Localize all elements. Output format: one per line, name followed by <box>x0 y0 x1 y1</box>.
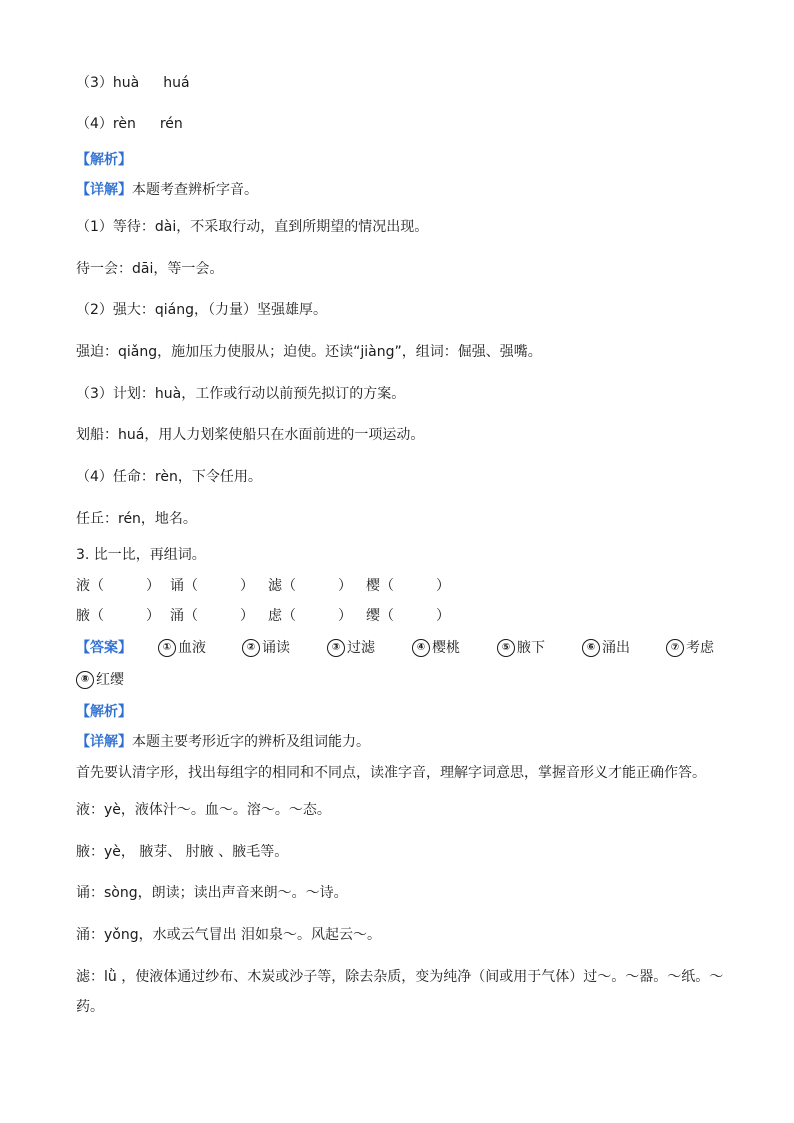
answer-item <box>412 638 460 658</box>
analysis-tag: 【解析】 <box>76 704 132 720</box>
answer-number: ⑤ <box>497 639 515 657</box>
answer-item <box>158 638 206 658</box>
answer-text: 血液 <box>178 640 206 656</box>
question-3-title: 3. 比一比，再组词。 <box>76 547 206 563</box>
detail-line: 待一会：dāi，等一会。 <box>76 261 224 277</box>
detail-intro <box>76 732 370 752</box>
answer-number: ③ <box>327 639 345 657</box>
detail-line: 强迫：qiǎng，施加压力使服从；迫使。还读“jiàng”，组词：倔强、强嘴。 <box>76 344 542 360</box>
pinyin-b: huá <box>163 75 190 91</box>
answer-item <box>666 638 714 658</box>
answer-tag: 【答案】 <box>76 640 132 656</box>
answer-number: ④ <box>412 639 430 657</box>
detail-line: （4）任命：rèn，下令任用。 <box>76 469 262 485</box>
detail-line: 划船：huá，用人力划桨使船只在水面前进的一项运动。 <box>76 427 425 443</box>
answer-item <box>497 638 545 658</box>
detail-tag: 【详解】 <box>76 734 132 750</box>
detail-line: 任丘：rén，地名。 <box>76 511 197 527</box>
analysis-tag: 【解析】 <box>76 152 132 168</box>
answer-text: 诵读 <box>262 640 290 656</box>
answer-number: ⑦ <box>666 639 684 657</box>
char-blank: 樱（ ） <box>366 578 450 594</box>
detail-line: （1）等待：dài，不采取行动，直到所期望的情况出现。 <box>76 219 429 235</box>
row-number: （4） <box>76 116 113 132</box>
char-blank: 虑（ ） <box>268 608 352 624</box>
answer-number: ① <box>158 639 176 657</box>
detail-line: 腋：yè， 腋芽、 肘腋 、腋毛等。 <box>76 844 289 860</box>
detail-text: 本题主要考形近字的辨析及组词能力。 <box>132 734 370 750</box>
detail-line: （2）强大：qiáng，（力量）坚强雄厚。 <box>76 302 328 318</box>
answer-item <box>242 638 290 658</box>
answer-text: 腋下 <box>517 640 545 656</box>
char-blank: 诵（ ） <box>170 578 254 594</box>
answer-number: ② <box>242 639 260 657</box>
answer-number: ⑥ <box>582 639 600 657</box>
answer-text: 樱桃 <box>432 640 460 656</box>
answer-text: 过滤 <box>347 640 375 656</box>
answer-text: 涌出 <box>602 640 630 656</box>
detail-line: 涌：yǒng，水或云气冒出 泪如泉～。风起云～。 <box>76 927 382 943</box>
detail-line: 滤：lǜ ，使液体通过纱布、木炭或沙子等，除去杂质，变为纯净（间或用于气体）过～。～器。～纸。～药。 <box>76 969 724 1015</box>
pinyin-b: rén <box>159 116 183 132</box>
row-number: （3） <box>76 75 113 91</box>
detail-text: 本题考查辨析字音。 <box>132 182 258 198</box>
pinyin-a: huà <box>112 75 140 91</box>
detail-tag: 【详解】 <box>76 182 132 198</box>
char-blank: 滤（ ） <box>268 578 352 594</box>
answer-text: 红缨 <box>96 672 124 688</box>
detail-line: 首先要认清字形，找出每组字的相同和不同点，读准字音，理解字词意思，掌握音形义才能正确作答。 <box>76 765 706 781</box>
q2-row-3 <box>76 73 190 93</box>
answer-text: 考虑 <box>686 640 714 656</box>
char-blank: 液（ ） <box>76 578 160 594</box>
detail-line: 诵：sòng，朗读；读出声音来朗～。～诗。 <box>76 885 348 901</box>
detail-line: 液：yè，液体汁～。血～。溶～。～态。 <box>76 802 331 818</box>
answer-number: ⑧ <box>76 671 94 689</box>
answer-item <box>327 638 375 658</box>
pinyin-a: rèn <box>112 116 136 132</box>
answer-item <box>582 638 630 658</box>
char-blank: 缨（ ） <box>366 608 450 624</box>
answer-item <box>76 670 124 690</box>
q2-row-4 <box>76 114 183 134</box>
detail-line: （3）计划：huà，工作或行动以前预先拟订的方案。 <box>76 386 406 402</box>
char-blank: 腋（ ） <box>76 608 160 624</box>
detail-intro <box>76 180 258 200</box>
char-blank: 涌（ ） <box>170 608 254 624</box>
